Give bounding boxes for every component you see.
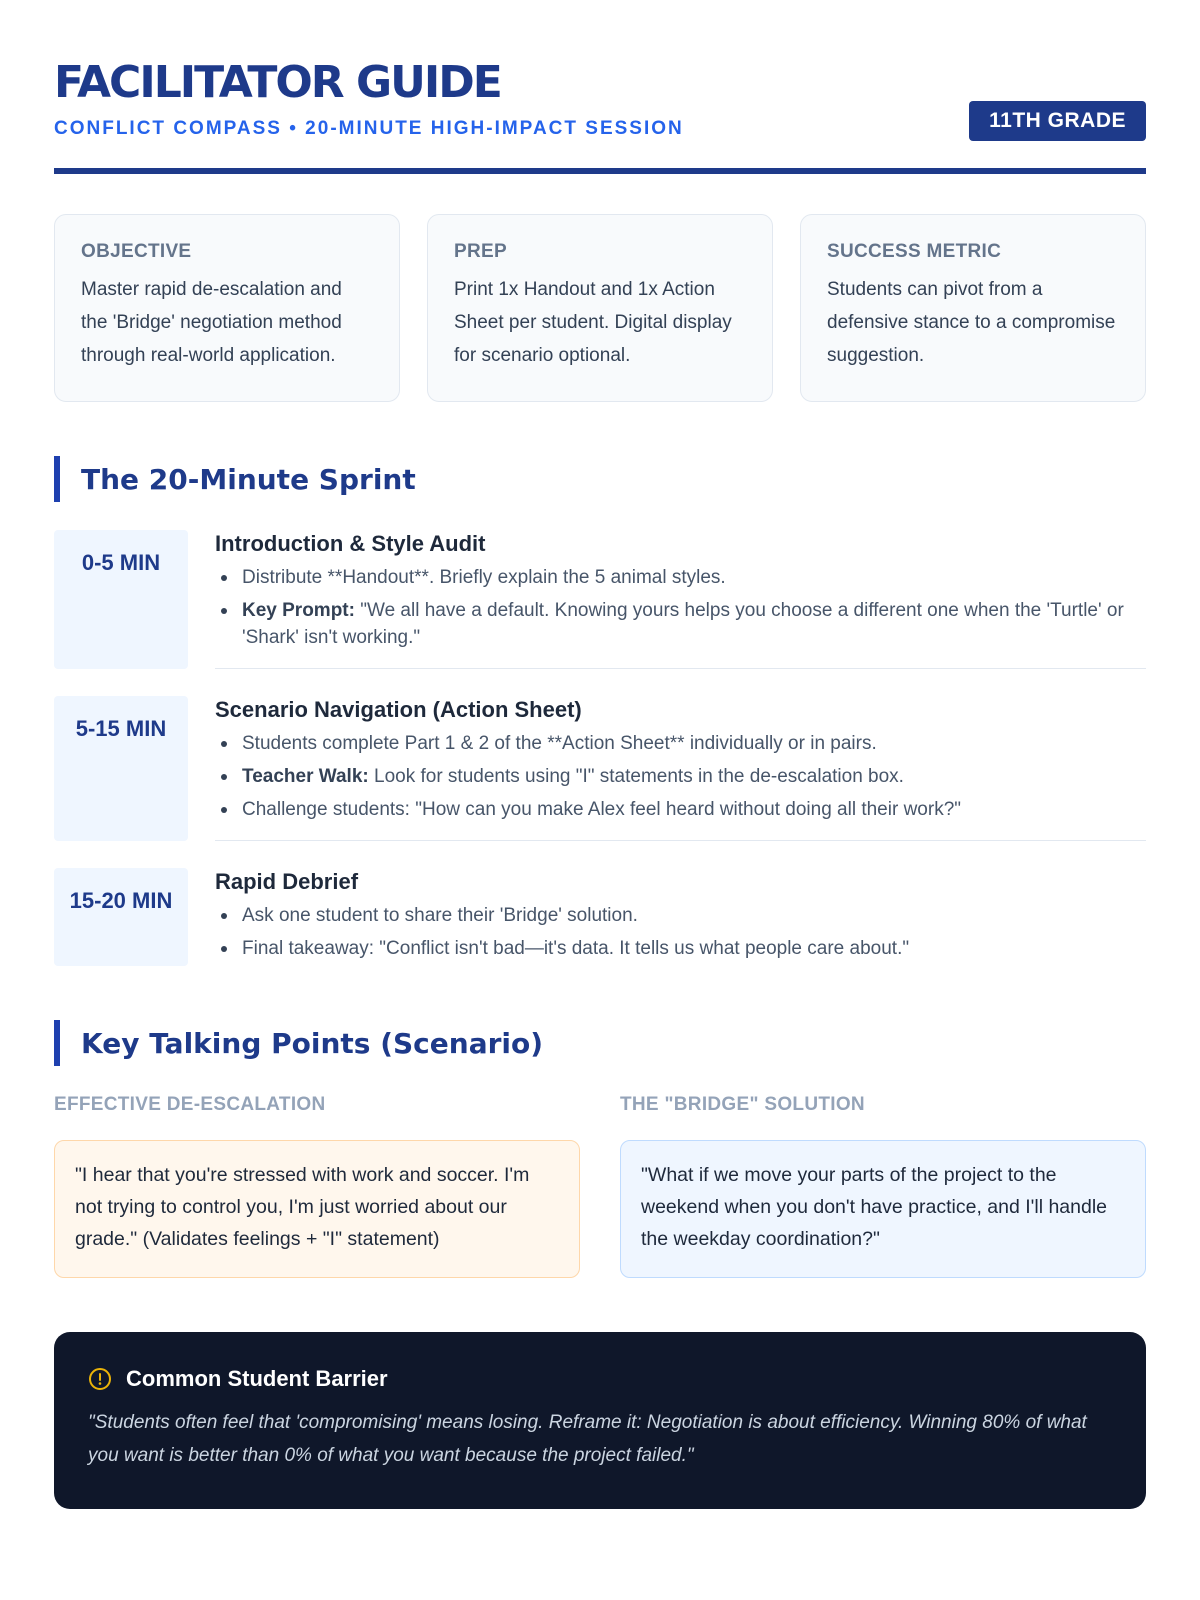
card-label: PREP bbox=[454, 241, 507, 262]
time-badge: 5-15 MIN bbox=[54, 696, 188, 841]
card-text: Students can pivot from a defensive stance to a compromise suggestion. bbox=[827, 279, 1116, 366]
card-label: SUCCESS METRIC bbox=[827, 241, 1002, 262]
list-item: Distribute **Handout**. Briefly explain the 5 animal styles. bbox=[215, 564, 1146, 591]
list-item: Ask one student to share their 'Bridge' solution. bbox=[215, 902, 1146, 929]
time-badge: 15-20 MIN bbox=[54, 868, 188, 966]
guide-header bbox=[54, 0, 1146, 174]
sprint-section-title: The 20-Minute Sprint bbox=[54, 456, 1146, 502]
timeline-content bbox=[215, 868, 1146, 966]
barrier-title: Common Student Barrier bbox=[126, 1366, 388, 1391]
alert-circle-icon bbox=[88, 1367, 112, 1391]
column-label: EFFECTIVE DE-ESCALATION bbox=[54, 1094, 326, 1115]
de-escalation-quote: "I hear that you're stressed with work and soccer. I'm not trying to control you, I'm just worried about our grade." (Validates feelings + "I" statement) bbox=[54, 1140, 580, 1278]
barrier-header bbox=[88, 1366, 1112, 1392]
step-heading: Scenario Navigation (Action Sheet) bbox=[215, 697, 582, 722]
timeline-row bbox=[54, 868, 1146, 966]
de-escalation-column bbox=[54, 1094, 580, 1278]
list-item: Challenge students: "How can you make Alex feel heard without doing all their work?" bbox=[215, 796, 1146, 823]
step-list bbox=[215, 564, 1146, 651]
bridge-solution-column bbox=[620, 1094, 1146, 1278]
list-item: Key Prompt: "We all have a default. Knowing yours helps you choose a different one when the 'Turtle' or 'Shark' isn't working." bbox=[215, 597, 1146, 651]
timeline-content bbox=[215, 530, 1146, 669]
prep-card bbox=[427, 214, 773, 402]
timeline-row bbox=[54, 530, 1146, 669]
overview-cards bbox=[54, 214, 1146, 402]
card-text: Master rapid de-escalation and the 'Bridge' negotiation method through real-world application. bbox=[81, 279, 342, 366]
step-list bbox=[215, 730, 1146, 823]
step-heading: Introduction & Style Audit bbox=[215, 531, 486, 556]
list-item: Final takeaway: "Conflict isn't bad—it's data. It tells us what people care about." bbox=[215, 935, 1146, 962]
step-heading: Rapid Debrief bbox=[215, 869, 359, 894]
talking-points bbox=[54, 1094, 1146, 1278]
objective-card bbox=[54, 214, 400, 402]
timeline-row bbox=[54, 696, 1146, 841]
list-item: Students complete Part 1 & 2 of the **Action Sheet** individually or in pairs. bbox=[215, 730, 1146, 757]
page-title: FACILITATOR GUIDE bbox=[54, 57, 501, 108]
timeline-content bbox=[215, 696, 1146, 841]
common-barrier-callout bbox=[54, 1332, 1146, 1509]
barrier-text: "Students often feel that 'compromising' means losing. Reframe it: Negotiation is about efficiency. Winning 80% of what you want is better than 0% of what you want because the project failed." bbox=[88, 1412, 1087, 1466]
sprint-timeline bbox=[54, 530, 1146, 966]
step-list bbox=[215, 902, 1146, 962]
talking-points-section-title: Key Talking Points (Scenario) bbox=[54, 1020, 1146, 1066]
success-metric-card bbox=[800, 214, 1146, 402]
card-label: OBJECTIVE bbox=[81, 241, 192, 262]
card-text: Print 1x Handout and 1x Action Sheet per student. Digital display for scenario optional. bbox=[454, 279, 732, 366]
column-label: THE "BRIDGE" SOLUTION bbox=[620, 1094, 865, 1115]
grade-badge: 11TH GRADE bbox=[969, 101, 1146, 141]
time-badge: 0-5 MIN bbox=[54, 530, 188, 669]
bridge-solution-quote: "What if we move your parts of the project to the weekend when you don't have practice, and I'll handle the weekday coordination?" bbox=[620, 1140, 1146, 1278]
page-subtitle: CONFLICT COMPASS • 20-MINUTE HIGH-IMPACT SESSION bbox=[54, 118, 684, 139]
list-item: Teacher Walk: Look for students using "I" statements in the de-escalation box. bbox=[215, 763, 1146, 790]
